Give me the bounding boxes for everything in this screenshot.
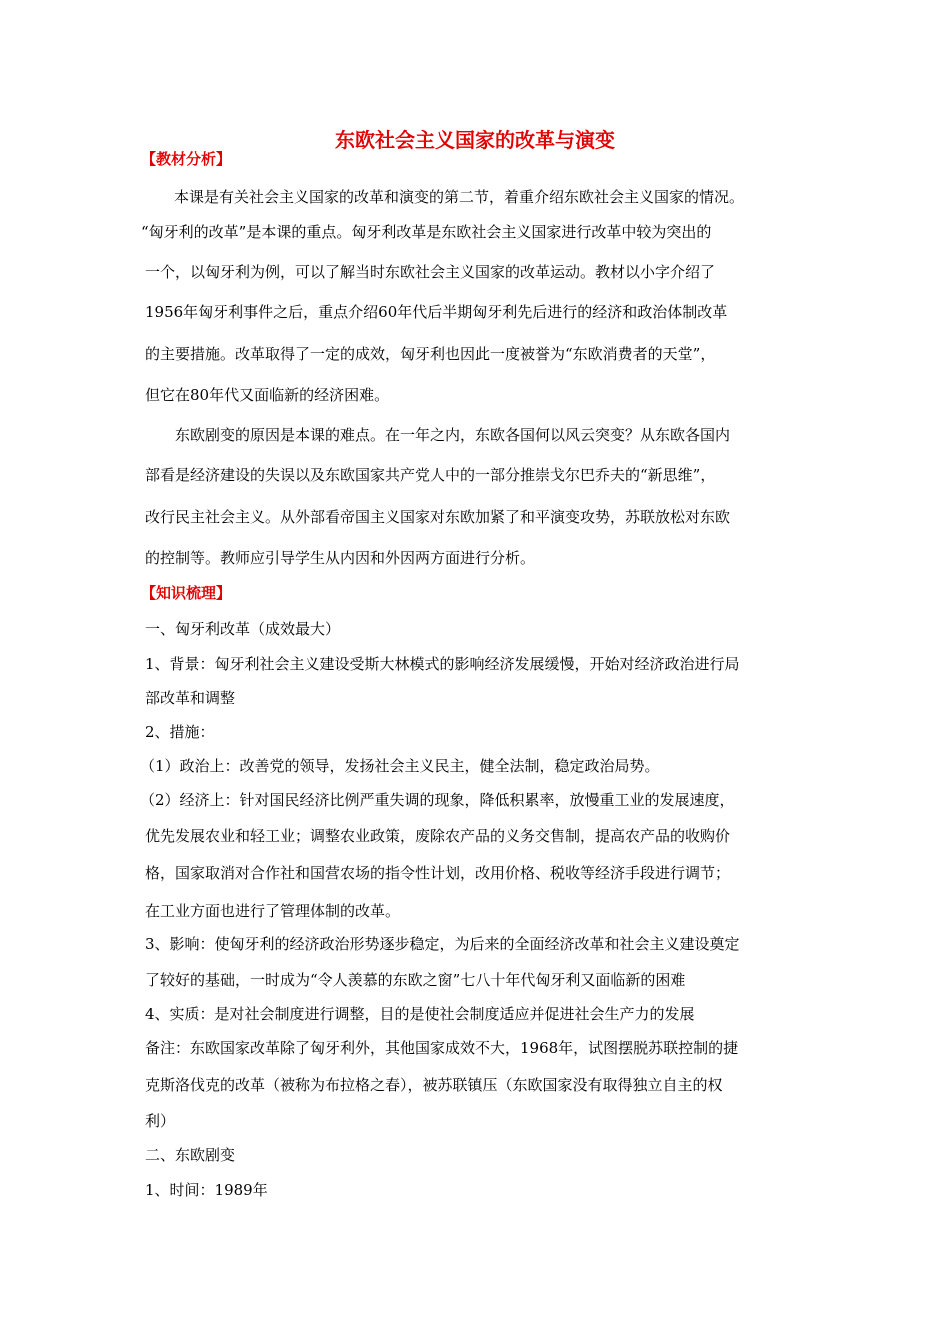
knowledge-line: 克斯洛伐克的改革（被称为布拉格之春），被苏联镇压（东欧国家没有取得独立自主的权 bbox=[145, 1076, 723, 1094]
knowledge-line: 格，国家取消对合作社和国营农场的指令性计划，改用价格、税收等经济手段进行调节； bbox=[145, 864, 731, 882]
knowledge-line: 一、匈牙利改革（成效最大） bbox=[145, 620, 341, 638]
paragraph-line: 部看是经济建设的失误以及东欧国家共产党人中的一部分推崇戈尔巴乔夫的“新思维”， bbox=[145, 466, 716, 484]
paragraph-line: 本课是有关社会主义国家的改革和演变的第二节，着重介绍东欧社会主义国家的情况。 bbox=[174, 188, 745, 206]
knowledge-line: 二、东欧剧变 bbox=[145, 1146, 236, 1164]
page-title: 东欧社会主义国家的改革与演变 bbox=[335, 128, 615, 152]
knowledge-line: 部改革和调整 bbox=[145, 689, 236, 707]
paragraph-line: 但它在80年代又面临新的经济困难。 bbox=[145, 386, 390, 404]
paragraph-line: 一个，以匈牙利为例，可以了解当时东欧社会主义国家的改革运动。教材以小字介绍了 bbox=[145, 263, 716, 281]
section-heading-knowledge: 【知识梳理】 bbox=[141, 584, 232, 602]
knowledge-line: 1、背景：匈牙利社会主义建设受斯大林模式的影响经济发展缓慢，开始对经济政治进行局 bbox=[145, 655, 740, 673]
knowledge-line: 利） bbox=[145, 1112, 176, 1130]
paragraph-line: “匈牙利的改革”是本课的重点。匈牙利改革是东欧社会主义国家进行改革中较为突出的 bbox=[141, 223, 712, 241]
knowledge-line: 3、影响：使匈牙利的经济政治形势逐步稳定，为后来的全面经济改革和社会主义建设奠定 bbox=[145, 935, 740, 953]
knowledge-line: 2、措施： bbox=[145, 723, 215, 741]
paragraph-line: 东欧剧变的原因是本课的难点。在一年之内，东欧各国何以风云突变？从东欧各国内 bbox=[175, 426, 731, 444]
knowledge-line: 1、时间：1989年 bbox=[145, 1181, 268, 1199]
paragraph-line: 的主要措施。改革取得了一定的成效，匈牙利也因此一度被誉为“东欧消费者的天堂”， bbox=[145, 345, 716, 363]
paragraph-line: 改行民主社会主义。从外部看帝国主义国家对东欧加紧了和平演变攻势，苏联放松对东欧 bbox=[145, 508, 731, 526]
knowledge-line: 优先发展农业和轻工业；调整农业政策，废除农产品的义务交售制，提高农产品的收购价 bbox=[145, 827, 731, 845]
knowledge-line: （2）经济上：针对国民经济比例严重失调的现象，降低积累率，放慢重工业的发展速度， bbox=[140, 791, 735, 809]
knowledge-line: （1）政治上：改善党的领导，发扬社会主义民主，健全法制，稳定政治局势。 bbox=[140, 757, 660, 775]
knowledge-line: 了较好的基础，一时成为“令人羡慕的东欧之窗”七八十年代匈牙利又面临新的困难 bbox=[145, 971, 686, 989]
knowledge-line: 备注：东欧国家改革除了匈牙利外，其他国家成效不大，1968年，试图摆脱苏联控制的捷 bbox=[145, 1039, 739, 1057]
knowledge-line: 在工业方面也进行了管理体制的改革。 bbox=[145, 902, 401, 920]
section-heading-analysis: 【教材分析】 bbox=[141, 150, 232, 168]
paragraph-line: 的控制等。教师应引导学生从内因和外因两方面进行分析。 bbox=[145, 549, 536, 567]
paragraph-line: 1956年匈牙利事件之后，重点介绍60年代后半期匈牙利先后进行的经济和政治体制改革 bbox=[145, 303, 728, 321]
knowledge-line: 4、实质：是对社会制度进行调整，目的是使社会制度适应并促进社会生产力的发展 bbox=[145, 1005, 695, 1023]
